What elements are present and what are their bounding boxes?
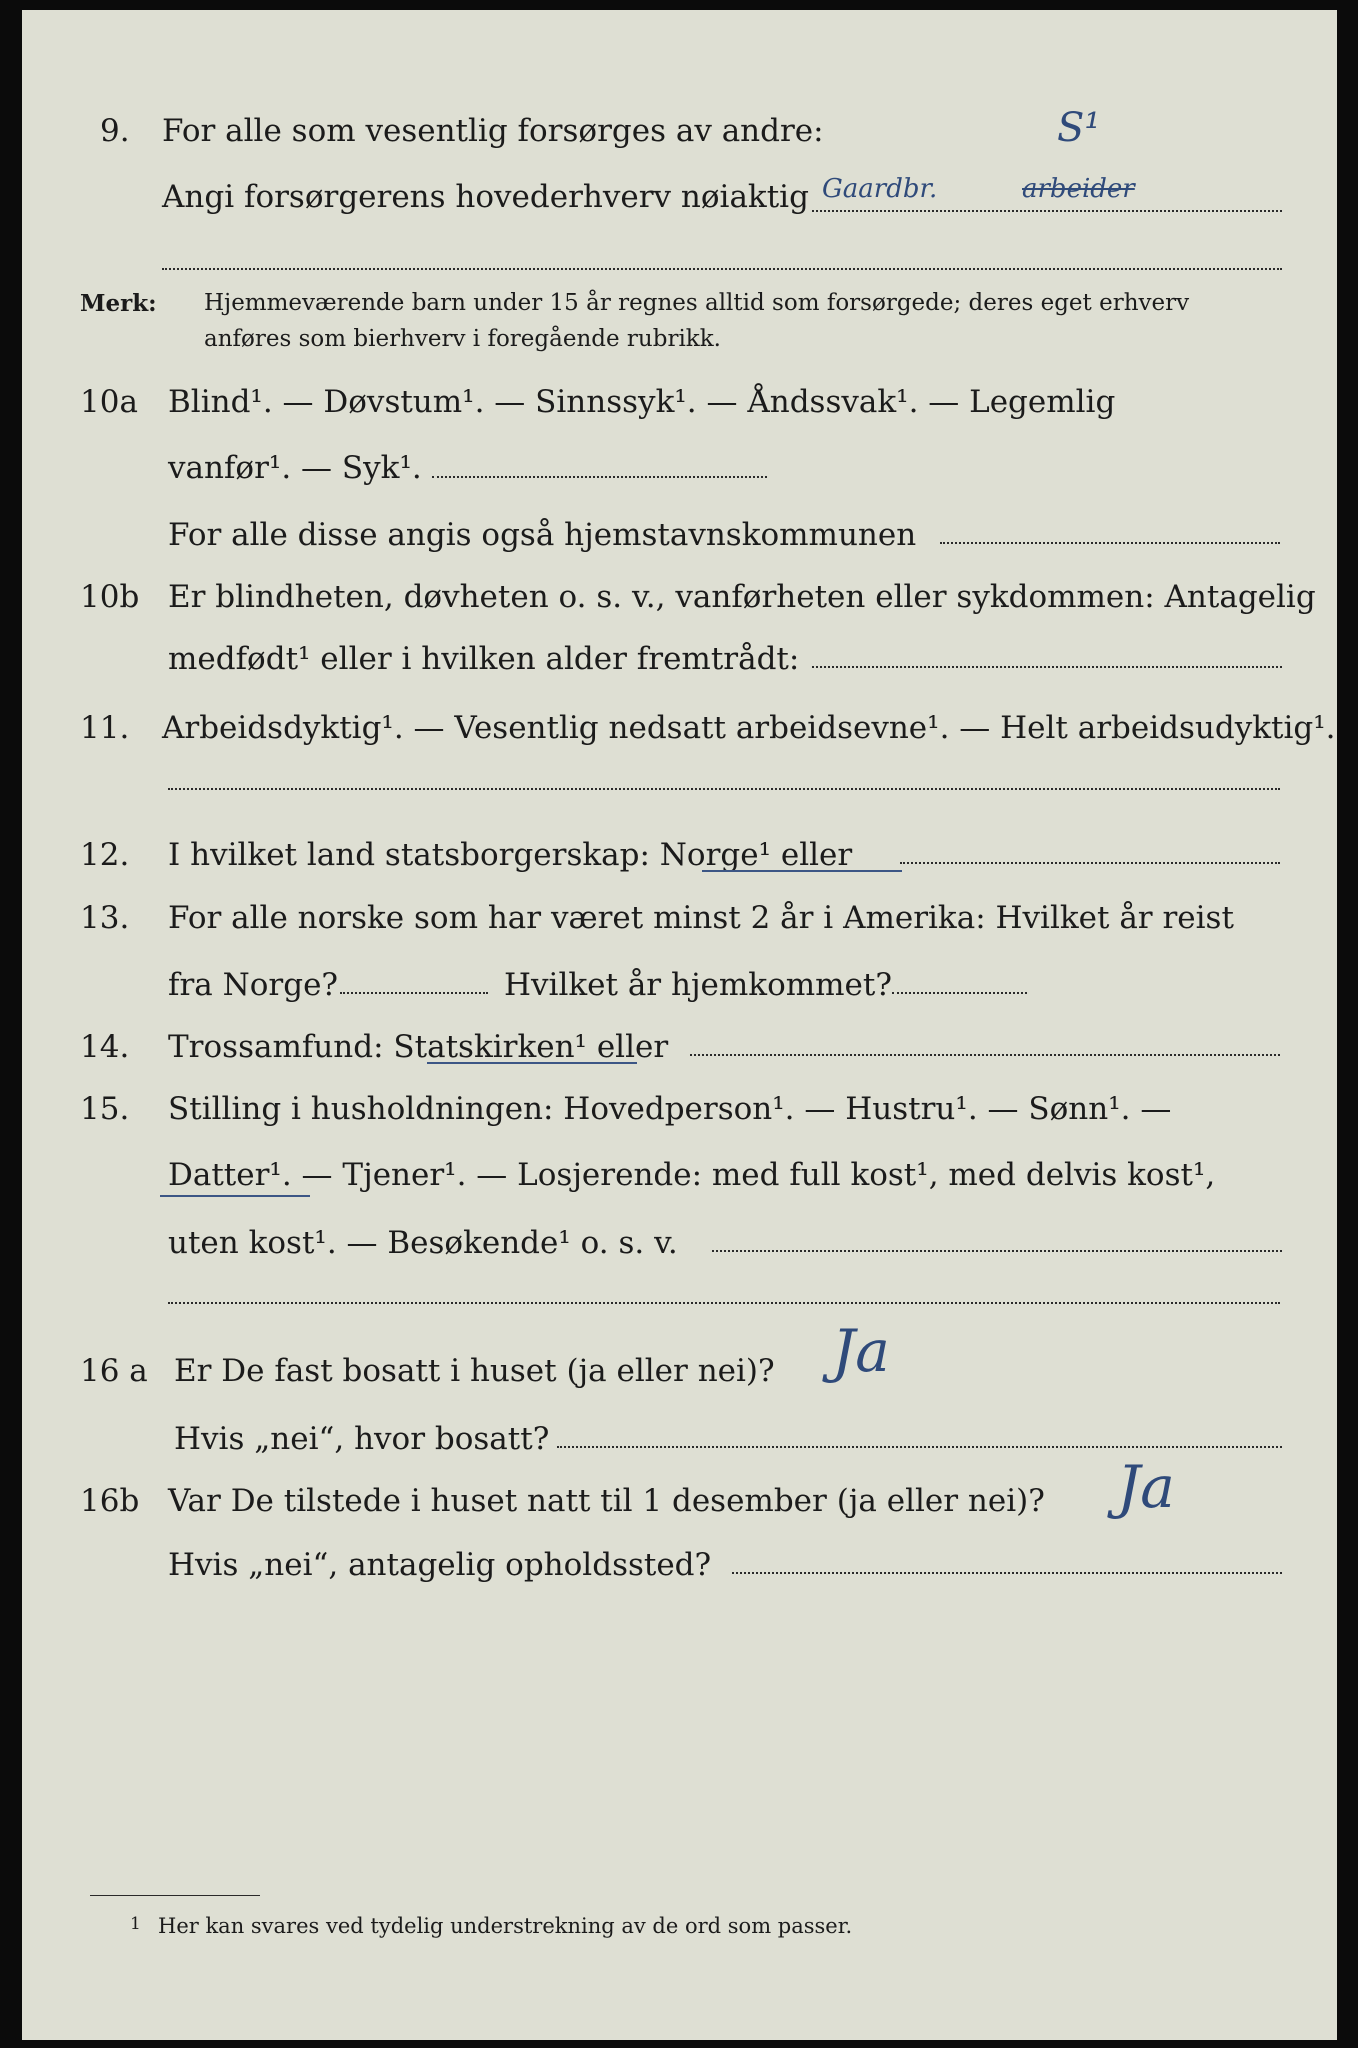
q14-statskirken-underline [427,1062,637,1064]
q9-handwritten-occupation: Gaardbr. [822,174,938,204]
q9-answer-line [812,210,1282,212]
merk-label: Merk: [80,290,157,317]
q10b-line1: Er blindheten, døvheten o. s. v., vanførheten eller sykdommen: Antagelig [168,579,1316,615]
footnote-mark: 1 [130,1914,141,1934]
q10b-number: 10b [80,579,140,615]
q10b-answer-line [812,666,1282,668]
q10a-line2: vanfør¹. — Syk¹. [168,450,422,486]
q16a-residence-line [557,1446,1282,1448]
q16a-handwritten-answer: Ja [832,1317,890,1385]
q13-number: 13. [80,900,130,936]
q14-number: 14. [80,1029,130,1065]
q12-number: 12. [80,837,130,873]
q16b-line1: Var De tilstede i huset natt til 1 desember (ja eller nei)? [168,1483,1045,1519]
q16b-handwritten-answer: Ja [1117,1453,1175,1521]
q15-datter-underline [160,1195,310,1197]
q9-line1: For alle som vesentlig forsørges av andre: [162,113,824,149]
footnote-rule [90,1895,260,1896]
q9-handwritten-struck-word: arbeider [1022,174,1135,204]
q11-line1: Arbeidsdyktig¹. — Vesentlig nedsatt arbeidsevne¹. — Helt arbeidsudyktig¹. [162,710,1336,746]
q10a-hometown-line [940,542,1280,544]
q10a-answer-line [432,476,767,478]
q15-line3: uten kost¹. — Besøkende¹ o. s. v. [168,1225,678,1261]
merk-line2: anføres som bierhverv i foregående rubrikk. [204,326,721,352]
q10a-line3: For alle disse angis også hjemstavnskommunen [168,517,917,553]
q9-handwritten-mark: S¹ [1057,105,1101,151]
q12-norge-underline [702,870,902,872]
q9-number: 9. [100,113,130,149]
q15-line2: Datter¹. — Tjener¹. — Losjerende: med full kost¹, med delvis kost¹, [168,1157,1216,1193]
q16b-number: 16b [80,1483,140,1519]
q10a-number: 10a [80,384,138,420]
q11-blank-line [168,788,1280,790]
q16a-line1: Er De fast bosatt i huset (ja eller nei)? [174,1353,775,1389]
q13-line1: For alle norske som har været minst 2 år i Amerika: Hvilket år reist [168,900,1234,936]
q15-blank-line [168,1302,1280,1304]
q16a-number: 16 a [80,1353,148,1389]
q9-blank-line [162,268,1282,270]
q16b-line2: Hvis „nei“, antagelig opholdssted? [168,1547,712,1583]
q13-line2b: Hvilket år hjemkommet? [504,967,892,1003]
q15-answer-line [712,1250,1282,1252]
footnote-text: Her kan svares ved tydelig understrekning av de ord som passer. [158,1914,853,1938]
q15-number: 15. [80,1091,130,1127]
q16a-line2: Hvis „nei“, hvor bosatt? [174,1421,550,1457]
q12-answer-line [900,862,1280,864]
q12-line1: I hvilket land statsborgerskap: Norge¹ eller [168,837,853,873]
q15-line1: Stilling i husholdningen: Hovedperson¹. — Hustru¹. — Sønn¹. — [168,1091,1172,1127]
q10b-line2: medfødt¹ eller i hvilken alder fremtrådt: [168,641,800,677]
q13-line2a: fra Norge? [168,967,339,1003]
q14-answer-line [690,1054,1280,1056]
census-form-page [22,10,1337,2040]
q14-line1: Trossamfund: Statskirken¹ eller [168,1029,669,1065]
q13-return-year-line [892,992,1027,994]
q13-departure-year-line [340,992,488,994]
q10a-line1: Blind¹. — Døvstum¹. — Sinnssyk¹. — Åndssvak¹. — Legemlig [168,384,1116,420]
q16b-whereabouts-line [732,1572,1282,1574]
q9-line2: Angi forsørgerens hovederhverv nøiaktig [162,179,809,215]
merk-line1: Hjemmeværende barn under 15 år regnes alltid som forsørgede; deres eget erhverv [204,290,1190,316]
q11-number: 11. [80,710,130,746]
